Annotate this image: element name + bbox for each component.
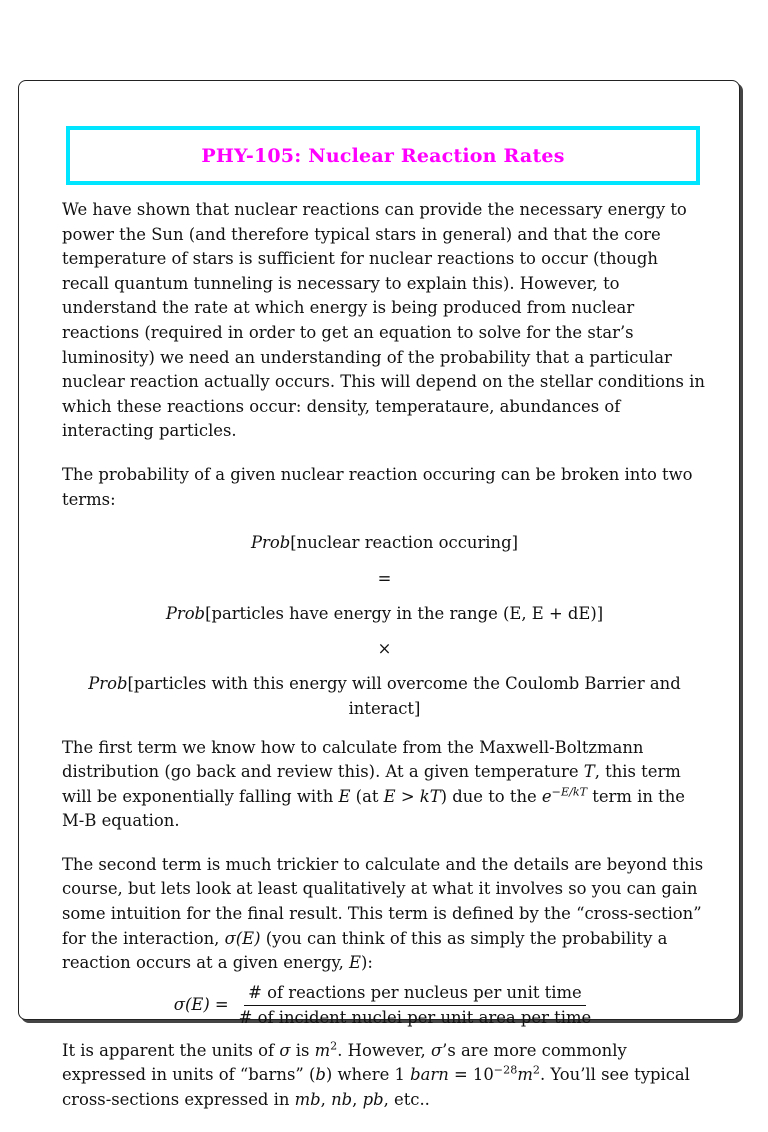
text-run: ,: [320, 1090, 332, 1110]
text-run: ,: [352, 1090, 363, 1110]
fraction: [235, 982, 596, 1029]
title-box: [66, 126, 700, 185]
math-exponent: −28: [493, 1063, 518, 1077]
math-exponent: −E/kT: [551, 785, 588, 799]
page-title: PHY-105: Nuclear Reaction Rates: [201, 144, 565, 167]
text-run: It is apparent the units of: [62, 1040, 280, 1060]
math-var: E: [349, 953, 361, 973]
equals-sign: =: [377, 568, 392, 588]
text-run: (at: [350, 786, 384, 806]
prob-line-3: [62, 672, 707, 721]
text-run: . However,: [337, 1040, 431, 1060]
maxwell-boltzmann-paragraph: [62, 736, 707, 834]
math-var: σ: [430, 1040, 443, 1060]
text-run: The first term we know how to calculate from the Maxwell-Boltzmann distribution (go back and review this). At a given temperature: [62, 737, 644, 782]
times-sign: ×: [377, 639, 392, 659]
math-var: barn: [410, 1065, 449, 1085]
probability-equation: [62, 531, 707, 721]
prob-word: Prob: [251, 533, 291, 553]
cross-section-formula: [62, 982, 707, 1029]
math-var: nb: [331, 1090, 353, 1110]
math-var: T: [583, 762, 595, 782]
cross-section-paragraph: [62, 853, 707, 976]
text-run: = 10: [448, 1065, 494, 1085]
probability-intro-paragraph: The probability of a given nuclear reaction occuring can be broken into two terms:: [62, 464, 693, 509]
fraction-numerator: # of reactions per nucleus per unit time: [244, 982, 586, 1006]
text-run: is: [290, 1040, 315, 1060]
prob-line-2-text: [particles have energy in the range (E, E + dE)]: [205, 603, 604, 623]
math-var: b: [315, 1065, 326, 1085]
text-run: The second term is much trickier to calculate and the details are beyond this course, but lets look at least qualitatively at what it involves so you can gain some intuition for the final result. This term is defined by the “cross-section” for the interaction,: [62, 854, 704, 948]
prob-line-1: [62, 531, 707, 556]
math-var: σ: [279, 1040, 291, 1060]
formula-lhs: σ(E) =: [173, 995, 229, 1015]
text-run: term in the M-B equation.: [62, 786, 685, 831]
document-body: [62, 198, 707, 1132]
text-run: ) due to the: [440, 786, 542, 806]
math-var: σ(E): [224, 928, 261, 948]
math-var: m: [314, 1040, 331, 1060]
prob-word: Prob: [88, 674, 128, 694]
prob-line-2: [62, 602, 707, 627]
units-paragraph: [62, 1039, 707, 1113]
text-run: , this term will be exponentially falling with: [62, 762, 681, 806]
intro-paragraph: We have shown that nuclear reactions can provide the necessary energy to power the Sun (and therefore typical stars in general) and that the core temperature of stars is sufficient for nuclear reactions to occur (though recall quantum tunneling is necessary to explain this). However, to understand the rate at which energy is being produced from nuclear reactions (required in order to get an equation to solve for the star’s luminosity) we need an understanding of the probability that a particular nuclear reaction actually occurs. This will depend on the stellar conditions in which these reactions occur: density, temperataure, abundances of interacting particles.: [62, 200, 705, 441]
text-run: ’s are more commonly expressed in units of “barns” (: [62, 1040, 627, 1085]
math-var: mb: [294, 1090, 321, 1110]
math-exponent: 2: [330, 1039, 338, 1053]
prob-word: Prob: [165, 603, 206, 623]
math-var: E: [338, 786, 351, 806]
math-var: pb: [362, 1090, 384, 1110]
math-var: E > kT: [383, 786, 441, 806]
text-run: . You’ll see typical cross-sections expressed in: [62, 1065, 690, 1110]
prob-line-3-text: [particles with this energy will overcome the Coulomb Barrier and interact]: [127, 674, 681, 718]
prob-line-1-text: [nuclear reaction occuring]: [290, 533, 518, 553]
text-run: ) where 1: [325, 1065, 411, 1085]
text-run: , etc..: [383, 1090, 430, 1110]
fraction-denominator: # of incident nuclei per unit area per time: [238, 1007, 592, 1027]
math-var: m: [517, 1065, 533, 1085]
text-run: ):: [360, 953, 373, 973]
math-var: e: [541, 786, 552, 806]
text-run: (you can think of this as simply the probability a reaction occurs at a given energy,: [62, 928, 668, 973]
math-exponent: 2: [532, 1063, 540, 1077]
